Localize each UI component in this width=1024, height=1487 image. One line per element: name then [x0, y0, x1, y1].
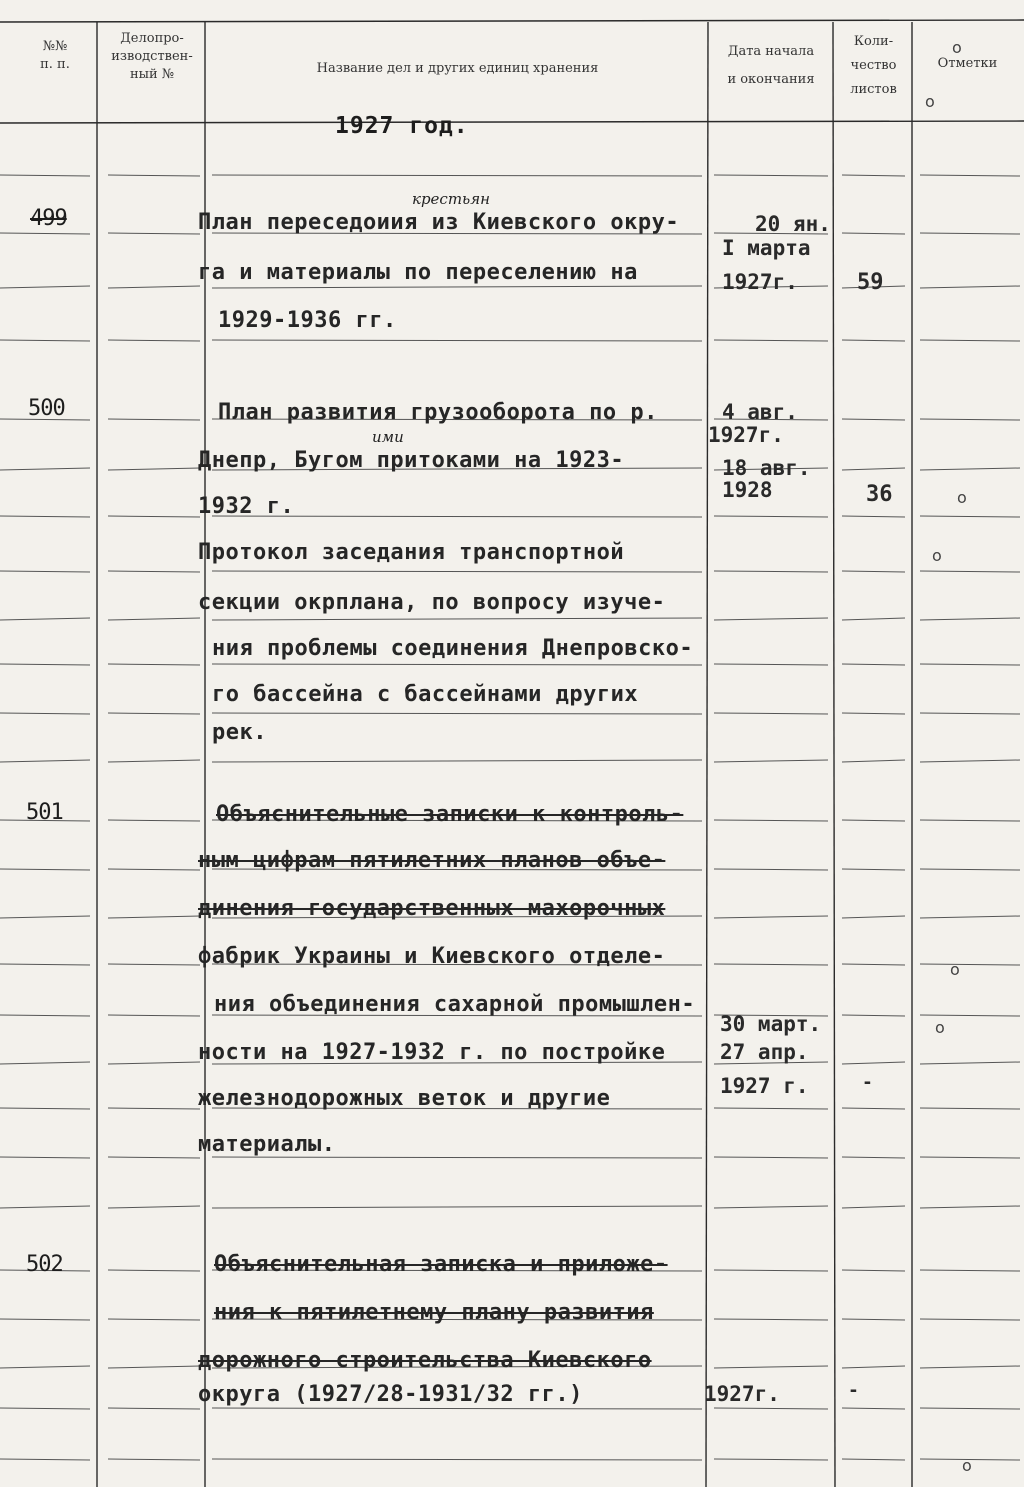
- top-border-line: [0, 20, 1024, 22]
- year-heading: 1927 год.: [335, 113, 469, 139]
- ruled-line: [842, 233, 905, 234]
- ruled-line: [108, 286, 200, 288]
- ruled-line: [920, 760, 1020, 762]
- ruled-line: [0, 286, 90, 288]
- ruled-line: [920, 1408, 1020, 1409]
- header-notes: Отметки: [937, 56, 998, 71]
- circle-mark-icon: o: [925, 92, 935, 111]
- record-title-line: План переседоиия из Киевского окру-: [198, 210, 680, 235]
- ruled-line: [0, 1157, 90, 1158]
- ruled-line: [108, 820, 200, 821]
- ruled-line: [920, 916, 1020, 918]
- ruled-line: [920, 571, 1020, 572]
- ruled-line: [212, 340, 702, 341]
- ruled-line: [0, 760, 90, 762]
- ruled-line: [212, 1408, 702, 1409]
- ruled-line: [714, 516, 828, 517]
- ruled-line: [842, 1108, 905, 1109]
- ruled-line: [842, 916, 905, 918]
- record-title-line: секции окрплана, по вопросу изуче-: [198, 590, 666, 615]
- record-title-line: дорожного строительства Киевского: [198, 1348, 652, 1373]
- ruled-line: [714, 1270, 828, 1271]
- ruled-line: [0, 516, 90, 517]
- ruled-line: [108, 1408, 200, 1409]
- ruled-line: [842, 1270, 905, 1271]
- ruled-line: [842, 713, 905, 714]
- record-title-line: ния проблемы соединения Днепровско-: [212, 636, 694, 661]
- ruled-line: [920, 1108, 1020, 1109]
- record-sheets: 36: [866, 482, 893, 507]
- record-number: 501: [26, 800, 63, 825]
- record-title-line: Объяснительная записка и приложе-: [214, 1252, 668, 1277]
- ruled-line: [920, 419, 1020, 420]
- ruled-line: [212, 571, 702, 572]
- ruled-line: [0, 1062, 90, 1064]
- record-date: 4 авг.: [722, 400, 798, 424]
- record-date: 30 март.: [720, 1012, 822, 1036]
- ruled-line: [0, 340, 90, 341]
- circle-mark-icon: o: [962, 1456, 972, 1475]
- ruled-line: [0, 1408, 90, 1409]
- ruled-line: [920, 1157, 1020, 1158]
- ruled-line: [842, 1015, 905, 1016]
- ruled-line: [842, 618, 905, 620]
- record-title-line: динения государственных махорочных: [198, 896, 666, 921]
- ruled-line: [920, 664, 1020, 665]
- ruled-line: [714, 916, 828, 918]
- record-title-line: го бассейна с бассейнами других: [212, 682, 639, 707]
- ruled-line: [108, 468, 200, 470]
- ruled-line: [0, 964, 90, 965]
- ruled-line: [920, 869, 1020, 870]
- ruled-line: [920, 1319, 1020, 1320]
- header-sheets: Коли- чество листов: [850, 34, 897, 97]
- ruled-line: [842, 1408, 905, 1409]
- ruled-line: [714, 1459, 828, 1460]
- ruled-line: [0, 175, 90, 176]
- ruled-line: [108, 869, 200, 870]
- ruled-line: [212, 760, 702, 762]
- ruled-line: [108, 760, 200, 762]
- record-date: 20 ян.: [755, 212, 831, 236]
- ruled-line: [108, 1157, 200, 1158]
- ruled-line: [842, 419, 905, 420]
- ruled-line: [108, 1366, 200, 1368]
- record-date: I марта: [722, 236, 811, 260]
- ruled-line: [108, 964, 200, 965]
- ruled-line: [108, 419, 200, 420]
- record-title-line: фабрик Украины и Киевского отделе-: [198, 944, 666, 969]
- ruled-line: [212, 713, 702, 714]
- ruled-line: [714, 869, 828, 870]
- ruled-line: [0, 618, 90, 620]
- circle-mark-icon: o: [957, 488, 967, 507]
- ruled-line: [920, 468, 1020, 470]
- ruled-line: [714, 340, 828, 341]
- header-bottom-line: [0, 121, 1024, 123]
- ruled-line: [920, 713, 1020, 714]
- record-title-line: План развития грузооборота по р.: [218, 400, 658, 425]
- record-title-line: ния к пятилетнему плану развития: [214, 1300, 654, 1325]
- ruled-line: [714, 175, 828, 176]
- ruled-line: [108, 233, 200, 234]
- circle-mark-icon: o: [932, 546, 942, 565]
- ruled-line: [842, 1459, 905, 1460]
- ruled-line: [714, 1108, 828, 1109]
- record-title-line: га и материалы по переселению на: [198, 260, 638, 285]
- ruled-line: [108, 664, 200, 665]
- ruled-line: [920, 1206, 1020, 1208]
- ruled-line: [714, 713, 828, 714]
- ruled-line: [920, 1366, 1020, 1368]
- ruled-line: [108, 1108, 200, 1109]
- ruled-line: [212, 175, 702, 176]
- record-date: 1927г.: [708, 423, 784, 447]
- ruled-line: [714, 964, 828, 965]
- ruled-line: [108, 340, 200, 341]
- ruled-line: [842, 760, 905, 762]
- ruled-line: [108, 571, 200, 572]
- ruled-line: [842, 964, 905, 965]
- record-date: 1927г.: [704, 1382, 780, 1406]
- record-date: 1928: [722, 478, 773, 502]
- ruled-line: [0, 233, 90, 234]
- ruled-line: [714, 1319, 828, 1320]
- ruled-line: [920, 1015, 1020, 1016]
- ruled-line: [842, 869, 905, 870]
- ruled-line: [0, 1015, 90, 1016]
- ruled-line: [212, 618, 702, 620]
- ruled-line: [0, 571, 90, 572]
- record-title-line: округа (1927/28-1931/32 гг.): [198, 1382, 583, 1407]
- record-date: 27 апр.: [720, 1040, 809, 1064]
- header-title: Название дел и других единиц хранения: [316, 61, 599, 76]
- ruled-line: [212, 1206, 702, 1208]
- header-office-num: Делопро- изводствен- ный №: [111, 31, 193, 82]
- ruled-line: [0, 664, 90, 665]
- ruled-line: [0, 869, 90, 870]
- ruled-line: [714, 618, 828, 620]
- ruled-line: [842, 468, 905, 470]
- ruled-line: [842, 1206, 905, 1208]
- record-title-line: 1932 г.: [198, 494, 295, 519]
- ruled-line: [108, 1319, 200, 1320]
- ruled-line: [920, 286, 1020, 288]
- record-title-line: ности на 1927-1932 г. по постройке: [198, 1040, 666, 1065]
- record-title-line: 1929-1936 гг.: [218, 308, 397, 333]
- header-dates: Дата начала и окончания: [727, 44, 815, 87]
- ruled-line: [0, 713, 90, 714]
- ruled-line: [842, 1366, 905, 1368]
- ruled-line: [212, 664, 702, 665]
- record-date: 1927г.: [722, 270, 798, 294]
- header-num: №№ п. п.: [40, 39, 70, 72]
- ruled-line: [842, 1157, 905, 1158]
- ruled-line: [108, 1459, 200, 1460]
- ruled-line: [920, 516, 1020, 517]
- ruled-line: [714, 760, 828, 762]
- ruled-line: [714, 1366, 828, 1368]
- handwritten-annotation: крестьян: [412, 190, 491, 208]
- ruled-line: [714, 664, 828, 665]
- ruled-line: [0, 468, 90, 470]
- ruled-line: [108, 175, 200, 176]
- ruled-line: [920, 233, 1020, 234]
- ruled-line: [108, 713, 200, 714]
- ruled-line: [108, 1206, 200, 1208]
- ruled-line: [0, 1319, 90, 1320]
- ruled-line: [0, 1108, 90, 1109]
- record-title-line: Днепр, Бугом притоками на 1923-: [198, 448, 625, 473]
- ruled-line: [714, 1157, 828, 1158]
- ruled-line: [842, 1062, 905, 1064]
- record-sheets: 59: [857, 270, 884, 295]
- record-number: 500: [28, 396, 65, 421]
- record-number: 502: [26, 1252, 63, 1277]
- ruled-line: [842, 1319, 905, 1320]
- record-title-line: ным цифрам пятилетних планов объе-: [198, 848, 666, 873]
- record-title-line: ния объединения сахарной промышлен-: [214, 992, 696, 1017]
- ruled-line: [842, 340, 905, 341]
- ruled-line: [920, 618, 1020, 620]
- ruled-line: [842, 175, 905, 176]
- record-title-line: Протокол заседания транспортной: [198, 540, 625, 565]
- record-number: 499: [30, 206, 67, 231]
- ruled-line: [108, 618, 200, 620]
- ruled-line: [108, 1270, 200, 1271]
- ruled-line: [212, 286, 702, 288]
- ruled-line: [920, 820, 1020, 821]
- ruled-line: [108, 1062, 200, 1064]
- ruled-line: [842, 820, 905, 821]
- col-divider-3: [706, 22, 708, 1487]
- record-title-line: материалы.: [198, 1132, 336, 1157]
- ruled-line: [714, 1408, 828, 1409]
- ruled-line: [714, 571, 828, 572]
- circle-mark-icon: o: [935, 1018, 945, 1037]
- record-sheets: -: [862, 1072, 873, 1093]
- ruled-line: [212, 1157, 702, 1158]
- ruled-line: [108, 516, 200, 517]
- ruled-line: [842, 571, 905, 572]
- ruled-line: [920, 340, 1020, 341]
- ruled-line: [842, 516, 905, 517]
- ruled-line: [920, 1062, 1020, 1064]
- ruled-line: [212, 1459, 702, 1460]
- ruled-line: [0, 1459, 90, 1460]
- ruled-line: [108, 1015, 200, 1016]
- ruled-line: [0, 1366, 90, 1368]
- ruled-line: [842, 664, 905, 665]
- ruled-line: [0, 1206, 90, 1208]
- circle-mark-icon: o: [952, 38, 962, 57]
- ruled-line: [920, 175, 1020, 176]
- record-date: 18 авг.: [722, 456, 811, 480]
- ruled-line: [0, 916, 90, 918]
- circle-mark-icon: o: [950, 960, 960, 979]
- record-date: 1927 г.: [720, 1074, 809, 1098]
- handwritten-annotation: ими: [372, 428, 404, 446]
- ruled-line: [714, 820, 828, 821]
- record-title-line: рек.: [212, 720, 267, 745]
- record-sheets: -: [848, 1380, 859, 1401]
- ruled-line: [920, 1270, 1020, 1271]
- ruled-line: [714, 1206, 828, 1208]
- ruled-line: [108, 916, 200, 918]
- col-divider-4: [833, 22, 835, 1487]
- ruled-line: [920, 964, 1020, 965]
- record-title-line: Объяснительные записки к контроль-: [216, 802, 684, 827]
- record-title-line: железнодорожных веток и другие: [198, 1086, 611, 1111]
